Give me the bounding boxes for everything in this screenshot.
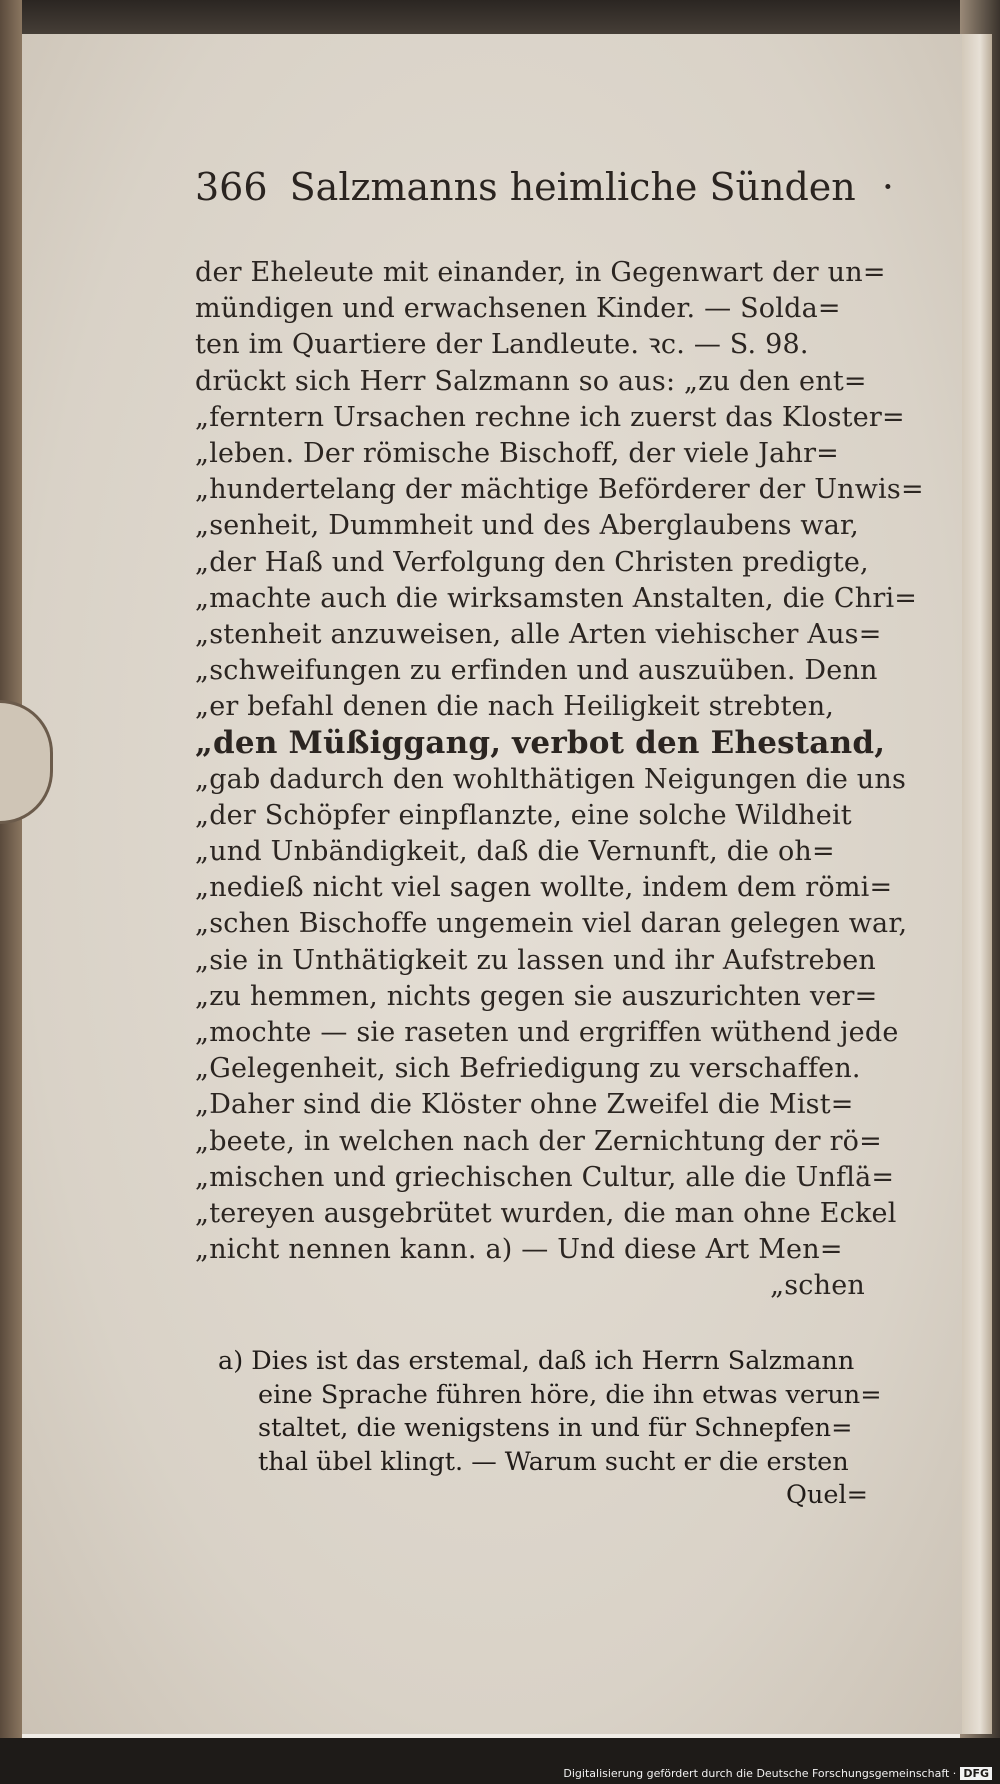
- text-line: „mochte — sie raseten und ergriffen wüthend jede: [195, 1016, 899, 1048]
- text-line: „sie in Unthätigkeit zu lassen und ihr Aufstreben: [195, 944, 876, 976]
- page-number: 366: [195, 165, 268, 209]
- text-line: „Daher sind die Klöster ohne Zweifel die Mist=: [195, 1089, 854, 1121]
- footnote-line: eine Sprache führen höre, die ihn etwas verun=: [258, 1379, 882, 1410]
- catchword: „schen: [770, 1270, 865, 1302]
- background-left: [0, 0, 22, 1784]
- text-line: „beete, in welchen nach der Zernichtung der rö=: [195, 1125, 882, 1157]
- text-line: „schen Bischoffe ungemein viel daran gelegen war,: [195, 908, 908, 940]
- text-line: „leben. Der römische Bischoff, der viele Jahr=: [195, 437, 840, 469]
- credit-text: Digitalisierung gefördert durch die Deutsche Forschungsgemeinschaft ·: [563, 1767, 957, 1780]
- text-line: „hundertelang der mächtige Beförderer der Unwis=: [195, 474, 924, 506]
- text-line: „ferntern Ursachen rechne ich zuerst das Kloster=: [195, 401, 905, 433]
- text-line: „er befahl denen die nach Heiligkeit strebten,: [195, 691, 835, 723]
- text-line: „nedieß nicht viel sagen wollte, indem dem römi=: [195, 872, 893, 904]
- text-line: „der Haß und Verfolgung den Christen predigte,: [195, 546, 869, 578]
- footnote-catchword: Quel=: [786, 1480, 868, 1510]
- text-line: „schweifungen zu erfinden und auszuüben. Denn: [195, 655, 878, 687]
- text-line: „nicht nennen kann. a) — Und diese Art Men=: [195, 1234, 843, 1266]
- text-line: ten im Quartiere der Landleute. ꝛc. — S. 98.: [195, 329, 809, 361]
- dfg-logo: DFG: [960, 1767, 992, 1780]
- header-dot: ·: [881, 165, 894, 209]
- text-line: „und Unbändigkeit, daß die Vernunft, die oh=: [195, 836, 835, 867]
- text-line: „Gelegenheit, sich Befriedigung zu verschaffen.: [195, 1053, 861, 1085]
- text-line: drückt sich Herr Salzmann so aus: „zu den ent=: [195, 365, 867, 397]
- text-line: der Eheleute mit einander, in Gegenwart der un=: [195, 257, 886, 288]
- page-edge: [962, 34, 992, 1734]
- running-title: Salzmanns heimliche Sünden: [289, 165, 856, 209]
- main-text: [195, 255, 924, 1304]
- text-line: „stenheit anzuweisen, alle Arten viehischer Aus=: [195, 618, 882, 650]
- digitization-credit: [563, 1767, 992, 1780]
- text-line: „der Schöpfer einpflanzte, eine solche Wildheit: [195, 799, 852, 831]
- text-line: „zu hemmen, nichts gegen sie auszurichten ver=: [195, 980, 878, 1012]
- text-line: „gab dadurch den wohlthätigen Neigungen die uns: [195, 763, 907, 795]
- footnote-line: thal übel klingt. — Warum sucht er die ersten: [258, 1446, 849, 1477]
- text-line: „senheit, Dummheit und des Aberglaubens war,: [195, 510, 859, 542]
- text-line: „tereyen ausgebrütet wurden, die man ohne Eckel: [195, 1197, 897, 1229]
- footnote-line: staltet, die wenigstens in und für Schnepfen=: [258, 1413, 853, 1443]
- footnote: [218, 1345, 882, 1513]
- emphasized-text-line: „den Müßiggang, verbot den Ehestand,: [195, 725, 886, 762]
- text-line: „machte auch die wirksamsten Anstalten, die Chri=: [195, 582, 918, 614]
- text-line: „mischen und griechischen Cultur, alle die Unflä=: [195, 1161, 895, 1193]
- page-header: [195, 165, 894, 225]
- text-line: mündigen und erwachsenen Kinder. — Solda=: [195, 293, 841, 325]
- footnote-line: a) Dies ist das erstemal, daß ich Herrn Salzmann: [218, 1346, 855, 1376]
